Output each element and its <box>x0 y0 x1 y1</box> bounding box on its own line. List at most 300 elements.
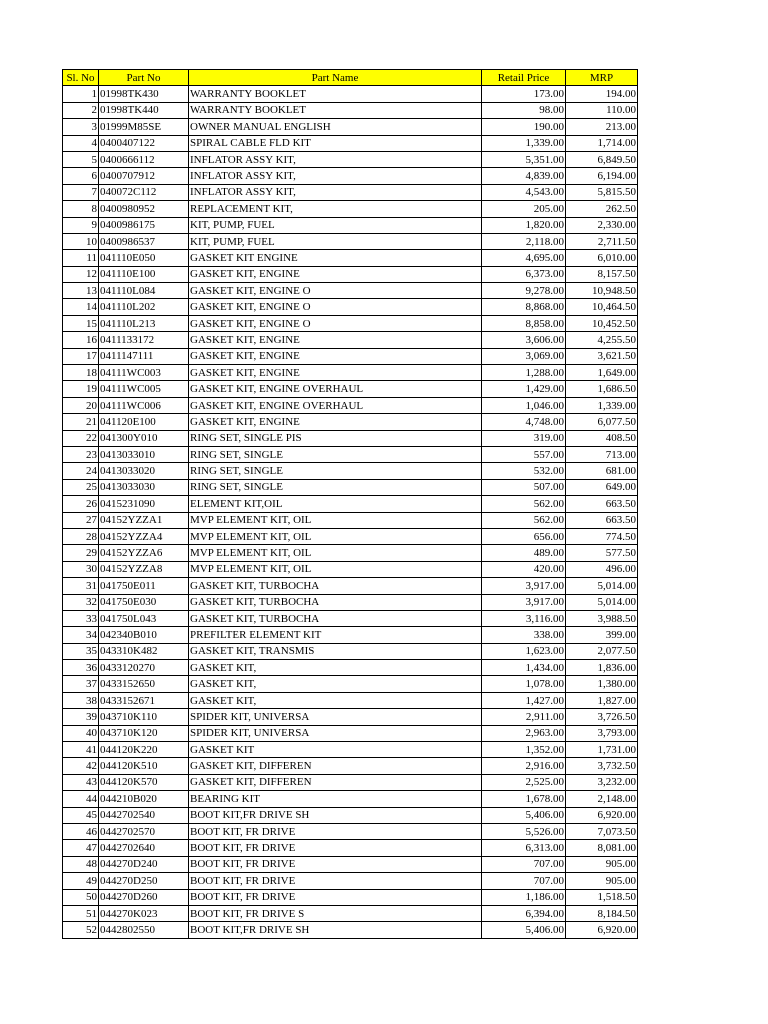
cell-mrp[interactable]: 1,339.00 <box>566 397 638 413</box>
table-row[interactable] <box>63 283 638 299</box>
cell-mrp[interactable]: 10,948.50 <box>566 283 638 299</box>
cell-sl-no[interactable]: 23 <box>63 446 99 462</box>
cell-part-no[interactable]: 041110E050 <box>99 250 189 266</box>
cell-retail-price[interactable]: 562.00 <box>482 512 566 528</box>
cell-part-name[interactable]: MVP ELEMENT KIT, OIL <box>189 512 482 528</box>
cell-part-no[interactable]: 0400407122 <box>99 135 189 151</box>
cell-part-name[interactable]: GASKET KIT, <box>189 660 482 676</box>
cell-retail-price[interactable]: 98.00 <box>482 102 566 118</box>
cell-mrp[interactable]: 5,014.00 <box>566 578 638 594</box>
cell-part-no[interactable]: 01998TK440 <box>99 102 189 118</box>
cell-mrp[interactable]: 905.00 <box>566 873 638 889</box>
cell-retail-price[interactable]: 5,526.00 <box>482 823 566 839</box>
cell-mrp[interactable]: 8,184.50 <box>566 905 638 921</box>
cell-part-name[interactable]: GASKET KIT <box>189 742 482 758</box>
cell-part-no[interactable]: 0411147111 <box>99 348 189 364</box>
cell-sl-no[interactable]: 16 <box>63 332 99 348</box>
cell-sl-no[interactable]: 9 <box>63 217 99 233</box>
cell-retail-price[interactable]: 4,839.00 <box>482 168 566 184</box>
table-row[interactable] <box>63 594 638 610</box>
cell-mrp[interactable]: 6,849.50 <box>566 151 638 167</box>
cell-sl-no[interactable]: 40 <box>63 725 99 741</box>
cell-sl-no[interactable]: 41 <box>63 742 99 758</box>
cell-part-name[interactable]: INFLATOR ASSY KIT, <box>189 151 482 167</box>
table-row[interactable] <box>63 807 638 823</box>
cell-part-name[interactable]: PREFILTER ELEMENT KIT <box>189 627 482 643</box>
cell-mrp[interactable]: 6,010.00 <box>566 250 638 266</box>
cell-retail-price[interactable]: 3,917.00 <box>482 594 566 610</box>
cell-mrp[interactable]: 2,077.50 <box>566 643 638 659</box>
cell-part-name[interactable]: BEARING KIT <box>189 791 482 807</box>
cell-retail-price[interactable]: 489.00 <box>482 545 566 561</box>
cell-sl-no[interactable]: 29 <box>63 545 99 561</box>
table-row[interactable] <box>63 512 638 528</box>
cell-part-no[interactable]: 0442802550 <box>99 922 189 938</box>
cell-mrp[interactable]: 10,464.50 <box>566 299 638 315</box>
table-row[interactable] <box>63 184 638 200</box>
cell-part-no[interactable]: 0413033020 <box>99 463 189 479</box>
table-row[interactable] <box>63 397 638 413</box>
cell-sl-no[interactable]: 51 <box>63 905 99 921</box>
cell-mrp[interactable]: 6,194.00 <box>566 168 638 184</box>
table-row[interactable] <box>63 233 638 249</box>
cell-mrp[interactable]: 1,518.50 <box>566 889 638 905</box>
table-row[interactable] <box>63 742 638 758</box>
cell-mrp[interactable]: 1,836.00 <box>566 660 638 676</box>
cell-retail-price[interactable]: 173.00 <box>482 86 566 102</box>
cell-sl-no[interactable]: 3 <box>63 119 99 135</box>
cell-mrp[interactable]: 8,157.50 <box>566 266 638 282</box>
cell-part-no[interactable]: 043710K120 <box>99 725 189 741</box>
table-row[interactable] <box>63 545 638 561</box>
cell-sl-no[interactable]: 8 <box>63 201 99 217</box>
table-row[interactable] <box>63 922 638 938</box>
cell-part-name[interactable]: RING SET, SINGLE <box>189 463 482 479</box>
cell-part-no[interactable]: 04152YZZA4 <box>99 528 189 544</box>
cell-part-name[interactable]: GASKET KIT ENGINE <box>189 250 482 266</box>
cell-part-name[interactable]: GASKET KIT, ENGINE <box>189 348 482 364</box>
cell-sl-no[interactable]: 42 <box>63 758 99 774</box>
cell-retail-price[interactable]: 1,434.00 <box>482 660 566 676</box>
cell-retail-price[interactable]: 6,313.00 <box>482 840 566 856</box>
cell-part-no[interactable]: 041110L213 <box>99 315 189 331</box>
cell-retail-price[interactable]: 4,543.00 <box>482 184 566 200</box>
cell-retail-price[interactable]: 3,606.00 <box>482 332 566 348</box>
cell-part-name[interactable]: BOOT KIT, FR DRIVE S <box>189 905 482 921</box>
cell-mrp[interactable]: 3,988.50 <box>566 610 638 626</box>
cell-mrp[interactable]: 1,731.00 <box>566 742 638 758</box>
cell-retail-price[interactable]: 8,858.00 <box>482 315 566 331</box>
cell-sl-no[interactable]: 10 <box>63 233 99 249</box>
cell-retail-price[interactable]: 3,917.00 <box>482 578 566 594</box>
cell-retail-price[interactable]: 2,963.00 <box>482 725 566 741</box>
cell-sl-no[interactable]: 14 <box>63 299 99 315</box>
cell-retail-price[interactable]: 190.00 <box>482 119 566 135</box>
cell-part-no[interactable]: 044270D250 <box>99 873 189 889</box>
cell-sl-no[interactable]: 50 <box>63 889 99 905</box>
cell-sl-no[interactable]: 44 <box>63 791 99 807</box>
cell-sl-no[interactable]: 32 <box>63 594 99 610</box>
table-row[interactable] <box>63 332 638 348</box>
cell-part-name[interactable]: BOOT KIT,FR DRIVE SH <box>189 807 482 823</box>
cell-sl-no[interactable]: 19 <box>63 381 99 397</box>
cell-retail-price[interactable]: 5,406.00 <box>482 807 566 823</box>
cell-sl-no[interactable]: 38 <box>63 692 99 708</box>
cell-sl-no[interactable]: 24 <box>63 463 99 479</box>
cell-sl-no[interactable]: 35 <box>63 643 99 659</box>
cell-part-name[interactable]: GASKET KIT, TURBOCHA <box>189 610 482 626</box>
cell-part-name[interactable]: MVP ELEMENT KIT, OIL <box>189 545 482 561</box>
cell-retail-price[interactable]: 507.00 <box>482 479 566 495</box>
cell-retail-price[interactable]: 2,911.00 <box>482 709 566 725</box>
cell-sl-no[interactable]: 4 <box>63 135 99 151</box>
cell-part-no[interactable]: 0411133172 <box>99 332 189 348</box>
header-mrp[interactable]: MRP <box>566 70 638 86</box>
cell-part-name[interactable]: RING SET, SINGLE <box>189 479 482 495</box>
table-row[interactable] <box>63 315 638 331</box>
cell-sl-no[interactable]: 2 <box>63 102 99 118</box>
cell-retail-price[interactable]: 1,339.00 <box>482 135 566 151</box>
cell-mrp[interactable]: 5,815.50 <box>566 184 638 200</box>
cell-mrp[interactable]: 1,714.00 <box>566 135 638 151</box>
cell-mrp[interactable]: 2,711.50 <box>566 233 638 249</box>
cell-part-name[interactable]: GASKET KIT, TRANSMIS <box>189 643 482 659</box>
cell-sl-no[interactable]: 12 <box>63 266 99 282</box>
cell-sl-no[interactable]: 21 <box>63 414 99 430</box>
cell-mrp[interactable]: 2,330.00 <box>566 217 638 233</box>
cell-part-name[interactable]: RING SET, SINGLE PIS <box>189 430 482 446</box>
cell-part-no[interactable]: 044120K510 <box>99 758 189 774</box>
cell-mrp[interactable]: 1,827.00 <box>566 692 638 708</box>
cell-mrp[interactable]: 1,686.50 <box>566 381 638 397</box>
cell-retail-price[interactable]: 557.00 <box>482 446 566 462</box>
header-sl-no[interactable]: Sl. No <box>63 70 99 86</box>
cell-part-name[interactable]: GASKET KIT, DIFFEREN <box>189 758 482 774</box>
cell-part-no[interactable]: 04111WC003 <box>99 365 189 381</box>
cell-sl-no[interactable]: 33 <box>63 610 99 626</box>
table-row[interactable] <box>63 348 638 364</box>
cell-part-name[interactable]: REPLACEMENT KIT, <box>189 201 482 217</box>
cell-retail-price[interactable]: 3,069.00 <box>482 348 566 364</box>
cell-part-name[interactable]: GASKET KIT, ENGINE O <box>189 283 482 299</box>
cell-part-no[interactable]: 042340B010 <box>99 627 189 643</box>
cell-part-no[interactable]: 044270D240 <box>99 856 189 872</box>
cell-part-name[interactable]: WARRANTY BOOKLET <box>189 102 482 118</box>
cell-mrp[interactable]: 649.00 <box>566 479 638 495</box>
cell-part-name[interactable]: INFLATOR ASSY KIT, <box>189 184 482 200</box>
cell-retail-price[interactable]: 8,868.00 <box>482 299 566 315</box>
cell-sl-no[interactable]: 22 <box>63 430 99 446</box>
table-row[interactable] <box>63 528 638 544</box>
table-row[interactable] <box>63 151 638 167</box>
cell-part-name[interactable]: KIT, PUMP, FUEL <box>189 217 482 233</box>
header-retail-price[interactable]: Retail Price <box>482 70 566 86</box>
table-row[interactable] <box>63 299 638 315</box>
cell-mrp[interactable]: 7,073.50 <box>566 823 638 839</box>
cell-sl-no[interactable]: 20 <box>63 397 99 413</box>
cell-part-no[interactable]: 044270K023 <box>99 905 189 921</box>
table-row[interactable] <box>63 660 638 676</box>
cell-retail-price[interactable]: 6,373.00 <box>482 266 566 282</box>
cell-part-no[interactable]: 0400980952 <box>99 201 189 217</box>
cell-sl-no[interactable]: 13 <box>63 283 99 299</box>
cell-sl-no[interactable]: 36 <box>63 660 99 676</box>
cell-part-name[interactable]: BOOT KIT, FR DRIVE <box>189 840 482 856</box>
cell-mrp[interactable]: 213.00 <box>566 119 638 135</box>
cell-mrp[interactable]: 681.00 <box>566 463 638 479</box>
table-row[interactable] <box>63 479 638 495</box>
cell-part-no[interactable]: 0400707912 <box>99 168 189 184</box>
cell-mrp[interactable]: 2,148.00 <box>566 791 638 807</box>
cell-part-name[interactable]: GASKET KIT, ENGINE <box>189 332 482 348</box>
cell-mrp[interactable]: 6,920.00 <box>566 922 638 938</box>
cell-part-no[interactable]: 0442702640 <box>99 840 189 856</box>
cell-part-name[interactable]: GASKET KIT, ENGINE O <box>189 315 482 331</box>
cell-part-name[interactable]: GASKET KIT, TURBOCHA <box>189 578 482 594</box>
cell-part-no[interactable]: 0400666112 <box>99 151 189 167</box>
cell-sl-no[interactable]: 1 <box>63 86 99 102</box>
cell-sl-no[interactable]: 45 <box>63 807 99 823</box>
cell-mrp[interactable]: 905.00 <box>566 856 638 872</box>
cell-sl-no[interactable]: 25 <box>63 479 99 495</box>
cell-part-name[interactable]: GASKET KIT, DIFFEREN <box>189 774 482 790</box>
table-row[interactable] <box>63 758 638 774</box>
cell-part-name[interactable]: SPIDER KIT, UNIVERSA <box>189 725 482 741</box>
table-row[interactable] <box>63 86 638 102</box>
cell-retail-price[interactable]: 1,820.00 <box>482 217 566 233</box>
cell-part-no[interactable]: 04111WC006 <box>99 397 189 413</box>
cell-part-name[interactable]: MVP ELEMENT KIT, OIL <box>189 528 482 544</box>
cell-part-no[interactable]: 04152YZZA1 <box>99 512 189 528</box>
table-row[interactable] <box>63 201 638 217</box>
table-row[interactable] <box>63 250 638 266</box>
table-row[interactable] <box>63 135 638 151</box>
cell-mrp[interactable]: 262.50 <box>566 201 638 217</box>
cell-part-no[interactable]: 041750E030 <box>99 594 189 610</box>
cell-part-no[interactable]: 041110L202 <box>99 299 189 315</box>
table-row[interactable] <box>63 823 638 839</box>
cell-retail-price[interactable]: 2,525.00 <box>482 774 566 790</box>
cell-sl-no[interactable]: 6 <box>63 168 99 184</box>
cell-retail-price[interactable]: 1,623.00 <box>482 643 566 659</box>
cell-retail-price[interactable]: 4,748.00 <box>482 414 566 430</box>
cell-sl-no[interactable]: 48 <box>63 856 99 872</box>
cell-part-name[interactable]: GASKET KIT, <box>189 692 482 708</box>
cell-mrp[interactable]: 6,920.00 <box>566 807 638 823</box>
table-row[interactable] <box>63 266 638 282</box>
cell-part-no[interactable]: 041750L043 <box>99 610 189 626</box>
cell-mrp[interactable]: 8,081.00 <box>566 840 638 856</box>
cell-sl-no[interactable]: 47 <box>63 840 99 856</box>
cell-mrp[interactable]: 3,232.00 <box>566 774 638 790</box>
cell-part-no[interactable]: 01999M85SE <box>99 119 189 135</box>
cell-part-name[interactable]: BOOT KIT, FR DRIVE <box>189 823 482 839</box>
cell-part-name[interactable]: SPIRAL CABLE FLD KIT <box>189 135 482 151</box>
cell-sl-no[interactable]: 27 <box>63 512 99 528</box>
cell-sl-no[interactable]: 18 <box>63 365 99 381</box>
cell-retail-price[interactable]: 1,352.00 <box>482 742 566 758</box>
cell-retail-price[interactable]: 420.00 <box>482 561 566 577</box>
table-row[interactable] <box>63 692 638 708</box>
cell-part-no[interactable]: 04111WC005 <box>99 381 189 397</box>
table-row[interactable] <box>63 676 638 692</box>
cell-part-no[interactable]: 040072C112 <box>99 184 189 200</box>
cell-part-name[interactable]: BOOT KIT, FR DRIVE <box>189 856 482 872</box>
table-row[interactable] <box>63 905 638 921</box>
cell-retail-price[interactable]: 532.00 <box>482 463 566 479</box>
cell-part-no[interactable]: 041110L084 <box>99 283 189 299</box>
cell-part-name[interactable]: OWNER MANUAL ENGLISH <box>189 119 482 135</box>
cell-mrp[interactable]: 10,452.50 <box>566 315 638 331</box>
cell-sl-no[interactable]: 34 <box>63 627 99 643</box>
table-row[interactable] <box>63 856 638 872</box>
cell-part-name[interactable]: GASKET KIT, ENGINE <box>189 365 482 381</box>
cell-mrp[interactable]: 1,649.00 <box>566 365 638 381</box>
cell-retail-price[interactable]: 3,116.00 <box>482 610 566 626</box>
cell-part-no[interactable]: 044120K220 <box>99 742 189 758</box>
cell-retail-price[interactable]: 5,406.00 <box>482 922 566 938</box>
cell-mrp[interactable]: 577.50 <box>566 545 638 561</box>
cell-part-name[interactable]: BOOT KIT, FR DRIVE <box>189 889 482 905</box>
cell-sl-no[interactable]: 52 <box>63 922 99 938</box>
cell-mrp[interactable]: 3,732.50 <box>566 758 638 774</box>
header-part-name[interactable]: Part Name <box>189 70 482 86</box>
cell-part-name[interactable]: GASKET KIT, ENGINE <box>189 266 482 282</box>
cell-part-no[interactable]: 044120K570 <box>99 774 189 790</box>
cell-retail-price[interactable]: 1,288.00 <box>482 365 566 381</box>
cell-part-no[interactable]: 0415231090 <box>99 496 189 512</box>
cell-sl-no[interactable]: 30 <box>63 561 99 577</box>
cell-retail-price[interactable]: 338.00 <box>482 627 566 643</box>
cell-mrp[interactable]: 3,726.50 <box>566 709 638 725</box>
header-part-no[interactable]: Part No <box>99 70 189 86</box>
cell-sl-no[interactable]: 15 <box>63 315 99 331</box>
cell-sl-no[interactable]: 11 <box>63 250 99 266</box>
cell-retail-price[interactable]: 1,186.00 <box>482 889 566 905</box>
table-row[interactable] <box>63 578 638 594</box>
table-row[interactable] <box>63 430 638 446</box>
cell-part-name[interactable]: SPIDER KIT, UNIVERSA <box>189 709 482 725</box>
cell-retail-price[interactable]: 1,678.00 <box>482 791 566 807</box>
cell-sl-no[interactable]: 7 <box>63 184 99 200</box>
cell-part-no[interactable]: 04152YZZA6 <box>99 545 189 561</box>
cell-sl-no[interactable]: 28 <box>63 528 99 544</box>
cell-part-no[interactable]: 0413033030 <box>99 479 189 495</box>
table-row[interactable] <box>63 217 638 233</box>
cell-part-name[interactable]: INFLATOR ASSY KIT, <box>189 168 482 184</box>
cell-sl-no[interactable]: 37 <box>63 676 99 692</box>
cell-mrp[interactable]: 399.00 <box>566 627 638 643</box>
cell-retail-price[interactable]: 205.00 <box>482 201 566 217</box>
table-row[interactable] <box>63 627 638 643</box>
cell-mrp[interactable]: 663.50 <box>566 496 638 512</box>
cell-part-no[interactable]: 01998TK430 <box>99 86 189 102</box>
cell-part-name[interactable]: GASKET KIT, ENGINE OVERHAUL <box>189 381 482 397</box>
cell-mrp[interactable]: 110.00 <box>566 102 638 118</box>
cell-sl-no[interactable]: 26 <box>63 496 99 512</box>
table-row[interactable] <box>63 791 638 807</box>
cell-mrp[interactable]: 194.00 <box>566 86 638 102</box>
cell-retail-price[interactable]: 9,278.00 <box>482 283 566 299</box>
cell-retail-price[interactable]: 2,118.00 <box>482 233 566 249</box>
cell-part-no[interactable]: 0400986175 <box>99 217 189 233</box>
cell-mrp[interactable]: 496.00 <box>566 561 638 577</box>
cell-mrp[interactable]: 1,380.00 <box>566 676 638 692</box>
cell-mrp[interactable]: 5,014.00 <box>566 594 638 610</box>
cell-sl-no[interactable]: 46 <box>63 823 99 839</box>
cell-part-no[interactable]: 041120E100 <box>99 414 189 430</box>
table-row[interactable] <box>63 840 638 856</box>
table-row[interactable] <box>63 365 638 381</box>
table-row[interactable] <box>63 168 638 184</box>
cell-part-name[interactable]: ELEMENT KIT,OIL <box>189 496 482 512</box>
cell-part-name[interactable]: BOOT KIT,FR DRIVE SH <box>189 922 482 938</box>
table-row[interactable] <box>63 709 638 725</box>
cell-part-no[interactable]: 044210B020 <box>99 791 189 807</box>
cell-part-no[interactable]: 04152YZZA8 <box>99 561 189 577</box>
cell-mrp[interactable]: 3,621.50 <box>566 348 638 364</box>
table-row[interactable] <box>63 561 638 577</box>
cell-part-no[interactable]: 0442702570 <box>99 823 189 839</box>
cell-mrp[interactable]: 663.50 <box>566 512 638 528</box>
cell-part-no[interactable]: 0413033010 <box>99 446 189 462</box>
cell-part-name[interactable]: WARRANTY BOOKLET <box>189 86 482 102</box>
cell-retail-price[interactable]: 2,916.00 <box>482 758 566 774</box>
cell-sl-no[interactable]: 5 <box>63 151 99 167</box>
table-row[interactable] <box>63 102 638 118</box>
cell-retail-price[interactable]: 1,078.00 <box>482 676 566 692</box>
cell-retail-price[interactable]: 319.00 <box>482 430 566 446</box>
cell-retail-price[interactable]: 5,351.00 <box>482 151 566 167</box>
cell-part-name[interactable]: RING SET, SINGLE <box>189 446 482 462</box>
cell-part-name[interactable]: GASKET KIT, <box>189 676 482 692</box>
table-row[interactable] <box>63 463 638 479</box>
cell-part-no[interactable]: 044270D260 <box>99 889 189 905</box>
table-row[interactable] <box>63 643 638 659</box>
cell-part-no[interactable]: 0433120270 <box>99 660 189 676</box>
cell-sl-no[interactable]: 39 <box>63 709 99 725</box>
cell-part-no[interactable]: 0400986537 <box>99 233 189 249</box>
cell-retail-price[interactable]: 707.00 <box>482 873 566 889</box>
cell-retail-price[interactable]: 4,695.00 <box>482 250 566 266</box>
cell-mrp[interactable]: 4,255.50 <box>566 332 638 348</box>
cell-retail-price[interactable]: 6,394.00 <box>482 905 566 921</box>
table-row[interactable] <box>63 446 638 462</box>
cell-retail-price[interactable]: 656.00 <box>482 528 566 544</box>
cell-mrp[interactable]: 6,077.50 <box>566 414 638 430</box>
cell-mrp[interactable]: 774.50 <box>566 528 638 544</box>
cell-part-no[interactable]: 041110E100 <box>99 266 189 282</box>
cell-mrp[interactable]: 408.50 <box>566 430 638 446</box>
table-row[interactable] <box>63 610 638 626</box>
table-row[interactable] <box>63 725 638 741</box>
cell-part-name[interactable]: GASKET KIT, TURBOCHA <box>189 594 482 610</box>
cell-part-no[interactable]: 043310K482 <box>99 643 189 659</box>
cell-part-no[interactable]: 0442702540 <box>99 807 189 823</box>
table-row[interactable] <box>63 414 638 430</box>
table-row[interactable] <box>63 774 638 790</box>
cell-part-no[interactable]: 043710K110 <box>99 709 189 725</box>
cell-mrp[interactable]: 3,793.00 <box>566 725 638 741</box>
table-row[interactable] <box>63 889 638 905</box>
cell-retail-price[interactable]: 707.00 <box>482 856 566 872</box>
cell-sl-no[interactable]: 17 <box>63 348 99 364</box>
cell-part-name[interactable]: BOOT KIT, FR DRIVE <box>189 873 482 889</box>
cell-retail-price[interactable]: 562.00 <box>482 496 566 512</box>
cell-part-name[interactable]: GASKET KIT, ENGINE O <box>189 299 482 315</box>
cell-sl-no[interactable]: 43 <box>63 774 99 790</box>
cell-part-no[interactable]: 0433152650 <box>99 676 189 692</box>
